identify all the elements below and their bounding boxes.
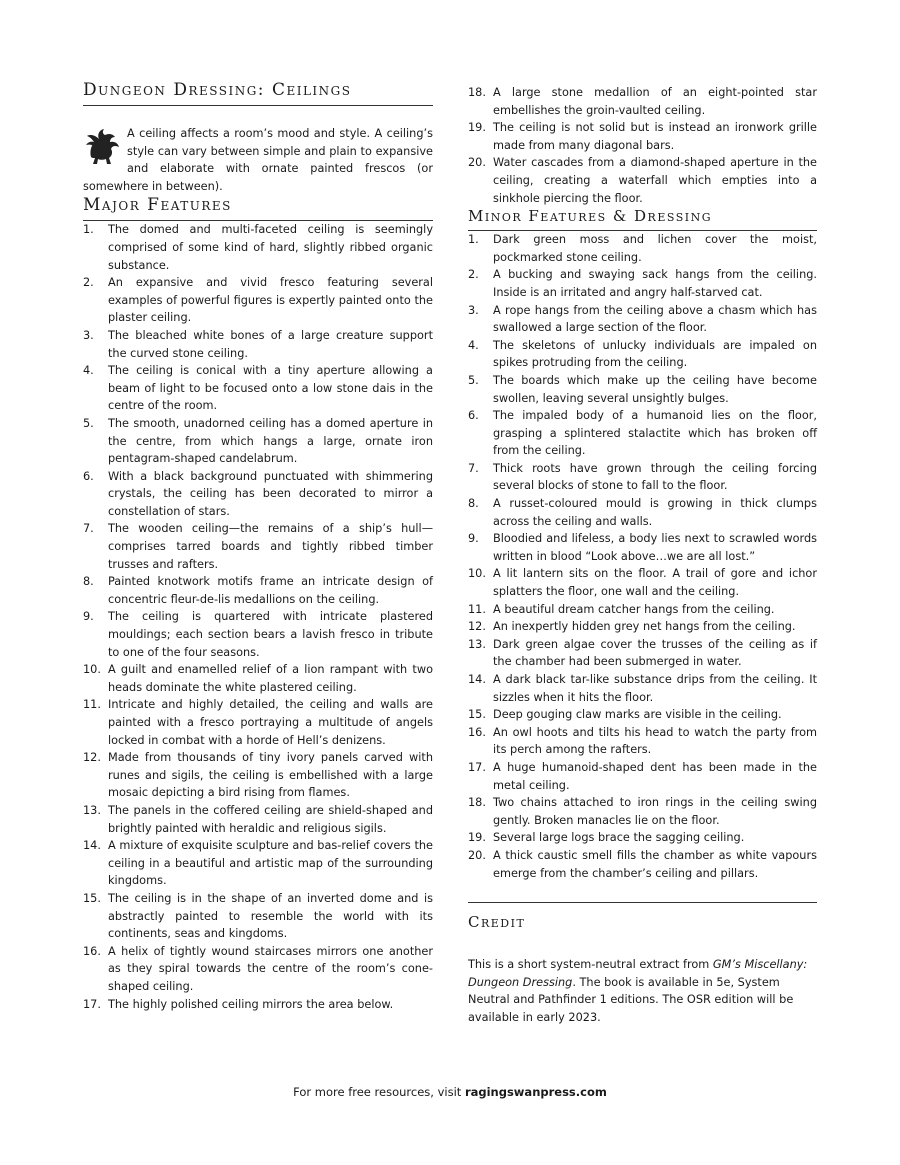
item-text: An owl hoots and tilts his head to watch the party from its perch among the rafters.	[493, 725, 817, 757]
major-features-list	[83, 221, 433, 1013]
item-number: 7.	[83, 522, 94, 536]
item-number: 18.	[468, 796, 486, 810]
item-text: A lit lantern sits on the floor. A trail of gore and ichor splatters the floor, one wall and the ceiling.	[493, 567, 817, 599]
item-text: The smooth, unadorned ceiling has a domed aperture in the centre, from which hangs a large, ornate iron pentagram-shaped candelabrum.	[108, 416, 433, 466]
item-text: The skeletons of unlucky individuals are impaled on spikes protruding from the ceiling.	[493, 338, 817, 370]
item-number: 3.	[83, 328, 94, 342]
item-number: 19.	[468, 121, 486, 135]
list-item	[83, 661, 433, 696]
footer	[0, 1085, 900, 1099]
item-number: 2.	[468, 268, 479, 282]
list-item	[468, 231, 817, 266]
item-text: A dark black tar-like substance drips from the ceiling. It sizzles when it hits the floor.	[493, 673, 817, 704]
item-number: 14.	[468, 673, 486, 686]
item-number: 1.	[83, 223, 94, 237]
item-number: 10.	[468, 567, 486, 581]
credit-section	[468, 902, 817, 1026]
item-number: 14.	[83, 839, 101, 853]
list-item	[83, 696, 433, 749]
list-item	[83, 943, 433, 996]
list-item	[468, 154, 817, 207]
item-number: 17.	[468, 760, 486, 774]
item-number: 3.	[468, 303, 479, 317]
item-text: Made from thousands of tiny ivory panels carved with runes and sigils, the ceiling is embellished with a large mosaic depicting a bird rising from flames.	[108, 751, 433, 800]
item-number: 5.	[83, 416, 94, 430]
item-text: The domed and multi-faceted ceiling is seemingly comprised of some kind of hard, slightly ribbed organic substance.	[108, 223, 433, 272]
item-text: The ceiling is not solid but is instead an ironwork grille made from many diagonal bars.	[493, 121, 817, 152]
credit-text	[468, 956, 817, 1026]
item-text: Intricate and highly detailed, the ceiling and walls are painted with a fresco portraying a multitude of angels locked in combat with a horde of Hell’s denizens.	[108, 698, 433, 747]
item-number: 18.	[468, 86, 486, 99]
item-text: The ceiling is conical with a tiny aperture allowing a beam of light to be focused onto a low stone dais in the centre of the room.	[108, 364, 433, 413]
item-number: 13.	[468, 637, 486, 651]
list-item	[468, 724, 817, 759]
item-number: 15.	[468, 708, 486, 722]
swan-logo-icon	[85, 127, 121, 167]
item-text: With a black background punctuated with shimmering crystals, the ceiling has been decorated to mirror a constellation of stars.	[108, 469, 433, 518]
list-item	[468, 266, 817, 301]
item-text: A rope hangs from the ceiling above a chasm which has swallowed a large section of the floor.	[493, 303, 817, 335]
item-number: 16.	[83, 944, 101, 958]
list-item	[468, 601, 817, 619]
item-number: 15.	[83, 891, 101, 905]
list-item	[83, 415, 433, 468]
list-item	[468, 565, 817, 600]
item-text: The bleached white bones of a large creature support the curved stone ceiling.	[108, 328, 433, 360]
list-item	[468, 847, 817, 882]
item-number: 12.	[468, 620, 486, 634]
list-item	[468, 460, 817, 495]
item-text: Bloodied and lifeless, a body lies next to scrawled words written in blood “Look above…we are all lost.”	[493, 532, 817, 563]
item-text: The ceiling is in the shape of an inverted dome and is abstractly painted to resemble the world with its continents, seas and kingdoms.	[108, 891, 433, 941]
credit-heading: Credit	[468, 913, 526, 932]
list-item	[83, 749, 433, 802]
item-text: A helix of tightly wound staircases mirrors one another as they spiral towards the centre of the room’s cone-shaped ceiling.	[108, 944, 433, 993]
list-item	[468, 530, 817, 565]
list-item	[468, 407, 817, 460]
list-item	[83, 327, 433, 362]
list-item	[83, 573, 433, 608]
item-text: Deep gouging claw marks are visible in the ceiling.	[493, 708, 782, 722]
item-text: Dark green algae cover the trusses of the ceiling as if the chamber had been submerged in water.	[493, 637, 817, 669]
credit-book-title: GM’s Miscellany: Dungeon Dressing	[468, 958, 808, 989]
list-item	[83, 996, 433, 1014]
item-number: 12.	[83, 751, 101, 765]
list-item	[468, 706, 817, 724]
left-column	[83, 80, 433, 1013]
credit-text-post: . The book is available in 5e, System Neutral and Pathfinder 1 editions. The OSR edition will be available in early 2023.	[468, 975, 794, 1024]
minor-features-list	[468, 231, 817, 882]
list-item	[83, 837, 433, 890]
item-number: 20.	[468, 848, 486, 862]
list-item	[83, 468, 433, 521]
list-item	[83, 362, 433, 415]
item-text: The boards which make up the ceiling have become swollen, leaving several unsightly bulges.	[493, 373, 817, 405]
list-item	[468, 794, 817, 829]
list-item	[83, 802, 433, 837]
item-text: A guilt and enamelled relief of a lion rampant with two heads dominate the white plastered ceiling.	[108, 663, 433, 694]
list-item	[468, 119, 817, 154]
page-title: Dungeon Dressing: Ceilings	[83, 80, 433, 106]
list-item	[468, 302, 817, 337]
list-item	[83, 608, 433, 661]
item-number: 5.	[468, 373, 479, 387]
item-number: 11.	[468, 602, 486, 616]
item-number: 19.	[468, 831, 486, 845]
list-item	[468, 495, 817, 530]
intro-text: A ceiling affects a room’s mood and style. A ceiling’s style can vary between simple and plain to expansive and elaborate with ornate painted frescos (or somewhere in between).	[83, 127, 433, 193]
minor-features-heading: Minor Features & Dressing	[468, 207, 817, 231]
item-text: The highly polished ceiling mirrors the area below.	[108, 997, 394, 1011]
item-number: 4.	[83, 364, 94, 378]
item-text: The impaled body of a humanoid lies on the floor, grasping a splintered stalactite which has broken off from the ceiling.	[493, 409, 817, 458]
item-text: A thick caustic smell fills the chamber as white vapours emerge from the chamber’s ceiling and pillars.	[493, 848, 817, 880]
list-item	[83, 890, 433, 943]
item-number: 6.	[83, 469, 94, 483]
list-item	[468, 759, 817, 794]
list-item	[83, 221, 433, 274]
item-number: 17.	[83, 997, 101, 1011]
item-text: A large stone medallion of an eight-pointed star embellishes the groin-vaulted ceiling.	[493, 86, 817, 117]
item-number: 16.	[468, 725, 486, 739]
credit-text-pre: This is a short system-neutral extract from	[468, 958, 713, 972]
item-text: A mixture of exquisite sculpture and bas-relief covers the ceiling in a beautiful and artistic map of the surrounding kingdoms.	[108, 839, 433, 888]
list-item	[468, 829, 817, 847]
item-number: 8.	[468, 497, 479, 511]
item-number: 10.	[83, 663, 101, 677]
item-number: 9.	[83, 610, 94, 624]
item-number: 11.	[83, 698, 101, 712]
item-text: An expansive and vivid fresco featuring several examples of powerful figures is expertly painted onto the plaster ceiling.	[108, 276, 433, 325]
item-number: 4.	[468, 338, 479, 352]
item-number: 9.	[468, 532, 479, 546]
list-item	[468, 636, 817, 671]
major-features-heading: Major Features	[83, 195, 433, 221]
list-item	[83, 274, 433, 327]
item-text: A beautiful dream catcher hangs from the ceiling.	[493, 602, 775, 616]
item-text: An inexpertly hidden grey net hangs from the ceiling.	[493, 620, 796, 634]
item-text: The wooden ceiling—the remains of a ship’s hull—comprises tarred boards and tightly ribbed timber trusses and rafters.	[108, 522, 433, 571]
item-number: 20.	[468, 156, 486, 170]
item-number: 8.	[83, 575, 94, 589]
item-text: Dark green moss and lichen cover the moist, pockmarked stone ceiling.	[493, 233, 817, 264]
item-text: Water cascades from a diamond-shaped aperture in the ceiling, creating a waterfall which empties into a sinkhole piercing the floor.	[493, 156, 817, 205]
footer-text: For more free resources, visit	[293, 1085, 465, 1099]
item-number: 6.	[468, 409, 479, 423]
list-item	[468, 671, 817, 706]
item-text: The panels in the coffered ceiling are shield-shaped and brightly painted with heraldic and religious sigils.	[108, 803, 433, 835]
list-item	[468, 372, 817, 407]
item-text: A russet-coloured mould is growing in thick clumps across the ceiling and walls.	[493, 497, 817, 528]
list-item	[468, 618, 817, 636]
item-number: 2.	[83, 276, 94, 290]
item-text: Several large logs brace the sagging ceiling.	[493, 831, 745, 845]
item-text: Thick roots have grown through the ceiling forcing several blocks of stone to fall to the floor.	[493, 461, 817, 493]
item-text: A huge humanoid-shaped dent has been made in the metal ceiling.	[493, 760, 817, 792]
major-features-list-continued	[468, 84, 817, 207]
item-text: Two chains attached to iron rings in the ceiling swing gently. Broken manacles lie on the floor.	[493, 796, 817, 827]
item-text: A bucking and swaying sack hangs from the ceiling. Inside is an irritated and angry half-starved cat.	[493, 268, 817, 299]
item-text: The ceiling is quartered with intricate plastered mouldings; each section bears a lavish fresco in tribute to one of the four seasons.	[108, 610, 433, 659]
intro-paragraph	[83, 125, 433, 195]
list-item	[468, 337, 817, 372]
right-column	[468, 84, 817, 1027]
item-number: 1.	[468, 233, 479, 247]
item-number: 13.	[83, 803, 101, 817]
list-item	[468, 84, 817, 119]
list-item	[83, 520, 433, 573]
footer-link[interactable]: ragingswanpress.com	[464, 1085, 607, 1099]
item-number: 7.	[468, 461, 479, 475]
item-text: Painted knotwork motifs frame an intricate design of concentric fleur-de-lis medallions on the ceiling.	[108, 575, 433, 606]
